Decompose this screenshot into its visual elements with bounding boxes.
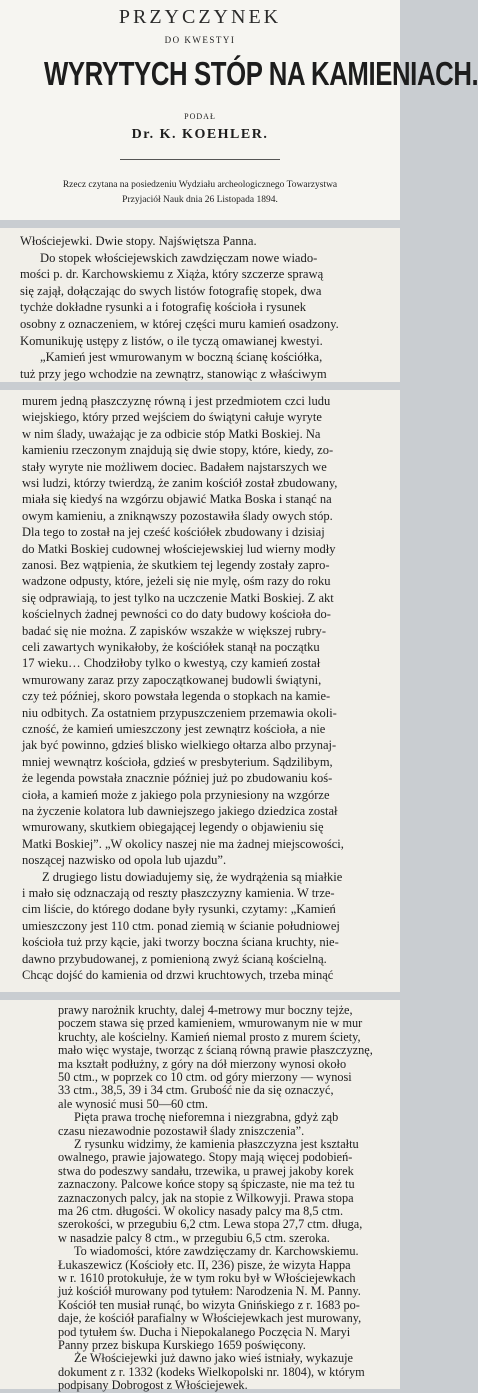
text-line: Włościejewki. Dwie stopy. Najświętsza Panna.: [20, 234, 257, 248]
page-title-main: WYRYTYCH STÓP NA KAMIENIACH.: [44, 55, 478, 92]
text-line: prawy narożnik kruchty, dalej 4-metrowy mur boczny tejże,: [58, 1003, 353, 1017]
author-prefix: PODAŁ: [184, 112, 216, 121]
text-line: pod tytułem św. Ducha i Niepokalanego Poczęcia N. Maryi: [58, 1324, 351, 1339]
text-line: wsi ludzi, którzy twierdzą, że zanim kościół został zbudowany,: [22, 476, 338, 490]
text-line: wmurowany zaraz przy zapoczątkowanej budowli świątyni,: [22, 672, 322, 687]
text-line: daje, że kościół parafialny w Włościejewkach jest murowany,: [58, 1311, 362, 1326]
text-line: się zajął, dołączając do swych listów fotografię stopek, dwa: [20, 283, 322, 298]
page-subtitle-small: DO KWESTYI: [164, 35, 236, 45]
text-line: wmurowany, skutkiem obiegającej legendy o objawieniu się: [22, 820, 324, 835]
text-line: Z rysunku widzimy, że kamienia płaszczyzna jest kształtu: [74, 1137, 359, 1151]
text-line: Matki Boskiej”. „W okolicy naszej nie ma żadnej miejscowości,: [22, 836, 344, 851]
text-line: murem jedną płaszczyznę równą i jest przedmiotem czci ludu: [22, 394, 331, 408]
text-line: badać się nie można. Z zapisków wszakże w większej rubry-: [22, 623, 327, 638]
text-line: stwa do podeszwy sandału, trzewika, u prawej jakoby korek: [58, 1163, 354, 1178]
text-line: czność, że kamień umieszczony jest zewnątrz kościoła, a nie: [22, 722, 326, 736]
text-line: umieszczony jest 110 ctm. ponad ziemią w ścianie południowej: [22, 918, 340, 933]
text-line: To wiadomości, które zawdzięczamy dr. Karchowskiemu.: [74, 1244, 359, 1259]
text-line: Do stopek włościejewskich zawdzięczam nowe wiado-: [40, 250, 318, 265]
text-line: miała się kiedyś na wzgórzu objawić Matka Boska i stanąć na: [22, 492, 332, 507]
text-line: mości p. dr. Karchowskiemu z Xiąża, który szczerze sprawą: [20, 267, 324, 282]
text-line: Z drugiego listu dowiadujemy się, że wydrążenia są miałkie: [42, 869, 343, 884]
text-line: w nim ślady, uważając je za odbicie stóp Matki Boskiej. Na: [22, 426, 321, 441]
text-line: Kościół ten musiał runąć, bo wizyta Gnińskiego z r. 1683 po-: [58, 1297, 360, 1312]
text-line: dawno przybudowanej, z pomienioną zwyż ścianą kościelną.: [22, 951, 327, 966]
text-line: na życzenie kolatora lub dawniejszego jakiego dziedzica został: [22, 804, 338, 818]
text-line: ma kształt podłużny, z góry na dół mierzony wynosi około: [58, 1056, 347, 1071]
text-line: celi zawartych wynikałoby, że kościółek stanął na początku: [22, 640, 320, 654]
text-line: Chcąc dojść do kamienia od drzwi kruchtowych, trzeba minąć: [22, 968, 334, 982]
text-line: zaznaczonych palcy, jak na stopie z Wilkowyji. Prawa stopa: [58, 1190, 354, 1205]
text-line: czasu niezawodnie pozostawił ślady zniszczenia”.: [58, 1123, 305, 1138]
text-line: niu odbitych. Za ostatniem przypuszczeniem przemawia okoli-: [22, 705, 337, 720]
page-title: PRZYCZYNEK: [118, 6, 282, 28]
text-line: zanosi. Bez wątpienia, że skutkiem tej legendy zostały zapro-: [22, 558, 330, 572]
text-line: mało więc wystaje, tworząc z ścianą równą prawie płaszczyznę,: [58, 1043, 373, 1058]
text-line: tychże dokładne rysunki a i fotografię kościoła i rysunek: [20, 300, 307, 315]
text-line: Komunikuję ustępy z listów, o ile tyczą omawianej kwestyi.: [20, 333, 323, 348]
text-line: 17 wieku… Chodziłoby tylko o kwestyą, czy kamień został: [22, 656, 321, 671]
text-line: wadzone odpusty, które, jeżeli się nie mylę, ośm razy do roku: [22, 574, 331, 589]
text-line: podpisany Dobrogost z Włościejewek.: [58, 1378, 248, 1393]
text-line: w nasadzie palcy 8 ctm., w przegubiu 6,5 ctm. szeroka.: [58, 1230, 330, 1245]
text-line: zaznaczony. Palcowe końce stopy są śpiczaste, nie ma też tu: [58, 1177, 355, 1192]
text-line: osobny z oznaczeniem, w której części muru kamień osadzony.: [20, 317, 339, 331]
text-line: tuż przy jego wchodzie na zewnątrz, stanowiąc z właściwym: [20, 366, 327, 381]
text-line: cim liście, do którego dodane były rysunki, czytamy: „Kamień: [22, 902, 336, 917]
text-line: dokument z r. 1332 (kodeks Wielkopolski nr. 1804), w którym: [58, 1364, 365, 1379]
title-section: [0, 0, 478, 220]
text-line: Łukaszewicz (Kościoły etc. II, 236) pisze, że wizyta Happa: [58, 1257, 351, 1272]
text-fragment-2: [0, 390, 400, 992]
text-line: noszącej nazwisko od opola lub ujazdu”.: [22, 853, 227, 868]
text-line: owym kamieniu, a zniknąwszy pozostawiła ślady owych stóp.: [22, 508, 333, 523]
text-fragment-3: [0, 1000, 400, 1393]
text-line: w r. 1610 protokułuje, że w tym roku był w Włościejewkach: [58, 1271, 356, 1285]
text-line: kamieniu rzeczonym znajdują się dwie stopy, które, kiedy, zo-: [22, 443, 334, 458]
text-line: i mało się odznaczają od reszty płaszczyzny kamienia. W trze-: [22, 886, 335, 900]
text-line: Że Włościejewki już dawno jako wieś istniały, wykazuje: [74, 1351, 353, 1366]
text-line: się odprawiają, to jest tylko na uczczenie Matki Boskiej. Z akt: [22, 590, 334, 605]
text-line: Dla tego to został na jej cześć kościółek zbudowany i dzisiaj: [22, 525, 325, 540]
text-line: owalnego, prawie jajowatego. Stopy mają więcej podobień-: [58, 1150, 353, 1165]
text-line: jak być powinno, gdzieś blisko wielkiego ołtarza albo przynaj-: [22, 738, 337, 753]
author-name: Dr. K. KOEHLER.: [131, 127, 269, 142]
text-line: kościelnych żadnej pewności co do daty budowy kościoła do-: [22, 607, 331, 622]
text-line: ale wynosić musi 50—60 ctm.: [58, 1096, 208, 1111]
text-line: do Matki Boskiej cudownej włościejewskiej lud wierny modły: [22, 541, 336, 556]
text-line: 33 ctm., 38,5, 39 i 34 ctm. Grubość nie da się oznaczyć,: [58, 1083, 334, 1098]
note-line-1: Rzecz czytana na posiedzeniu Wydziału archeologicznego Towarzystwa: [62, 180, 338, 190]
divider: [120, 159, 280, 160]
text-line: ma 26 ctm. długości. W okolicy nasady palcy ma 8,5 ctm.: [58, 1204, 344, 1218]
text-line: kościoła tuż przy kącie, jaki tworzy boczna ściana kruchty, nie-: [22, 935, 339, 950]
text-fragment-1: [0, 228, 400, 382]
text-line: czy też później, skoro powstała legenda o stopkach na kamie-: [22, 689, 331, 704]
text-line: Pięta prawa trochę nieforemna i niezgrabna, gdyż ząb: [74, 1110, 339, 1125]
text-line: szerokości, w przegubiu 6,2 ctm. Lewa stopa 27,7 ctm. długa,: [58, 1217, 363, 1232]
note-line-2: Przyjaciół Nauk dnia 26 Listopada 1894.: [122, 195, 278, 205]
text-line: kruchty, ale kościelny. Kamień niemal prosto z murem ściety,: [58, 1029, 361, 1044]
text-line: wiejskiego, który przed wejściem do świątyni całuje wyryte: [22, 410, 322, 425]
text-line: już kościół murowany pod tytułem: Narodzenia N. M. Panny.: [58, 1284, 361, 1299]
text-line: poczem stawa się przed kamieniem, wmurowanym nie w mur: [58, 1016, 363, 1031]
text-line: „Kamień jest wmurowanym w boczną ścianę kościółka,: [40, 350, 323, 365]
text-line: 50 ctm., w poprzek co 10 ctm. od góry mierzony — wynosi: [58, 1070, 352, 1084]
text-line: stały wyryte nie możliwem dociec. Badałem najstarszych we: [22, 459, 327, 474]
text-line: Panny przez biskupa Kurskiego 1659 poświęcony.: [58, 1338, 306, 1352]
text-line: mniej wewnątrz kościoła, gdzieś w presbyterium. Sądzilibym,: [22, 754, 333, 769]
text-line: że legenda powstała znacznie później już po zbudowaniu koś-: [22, 771, 333, 786]
text-line: cioła, a kamień może z jakiego pola przyniesiony na wzgórze: [22, 787, 330, 802]
